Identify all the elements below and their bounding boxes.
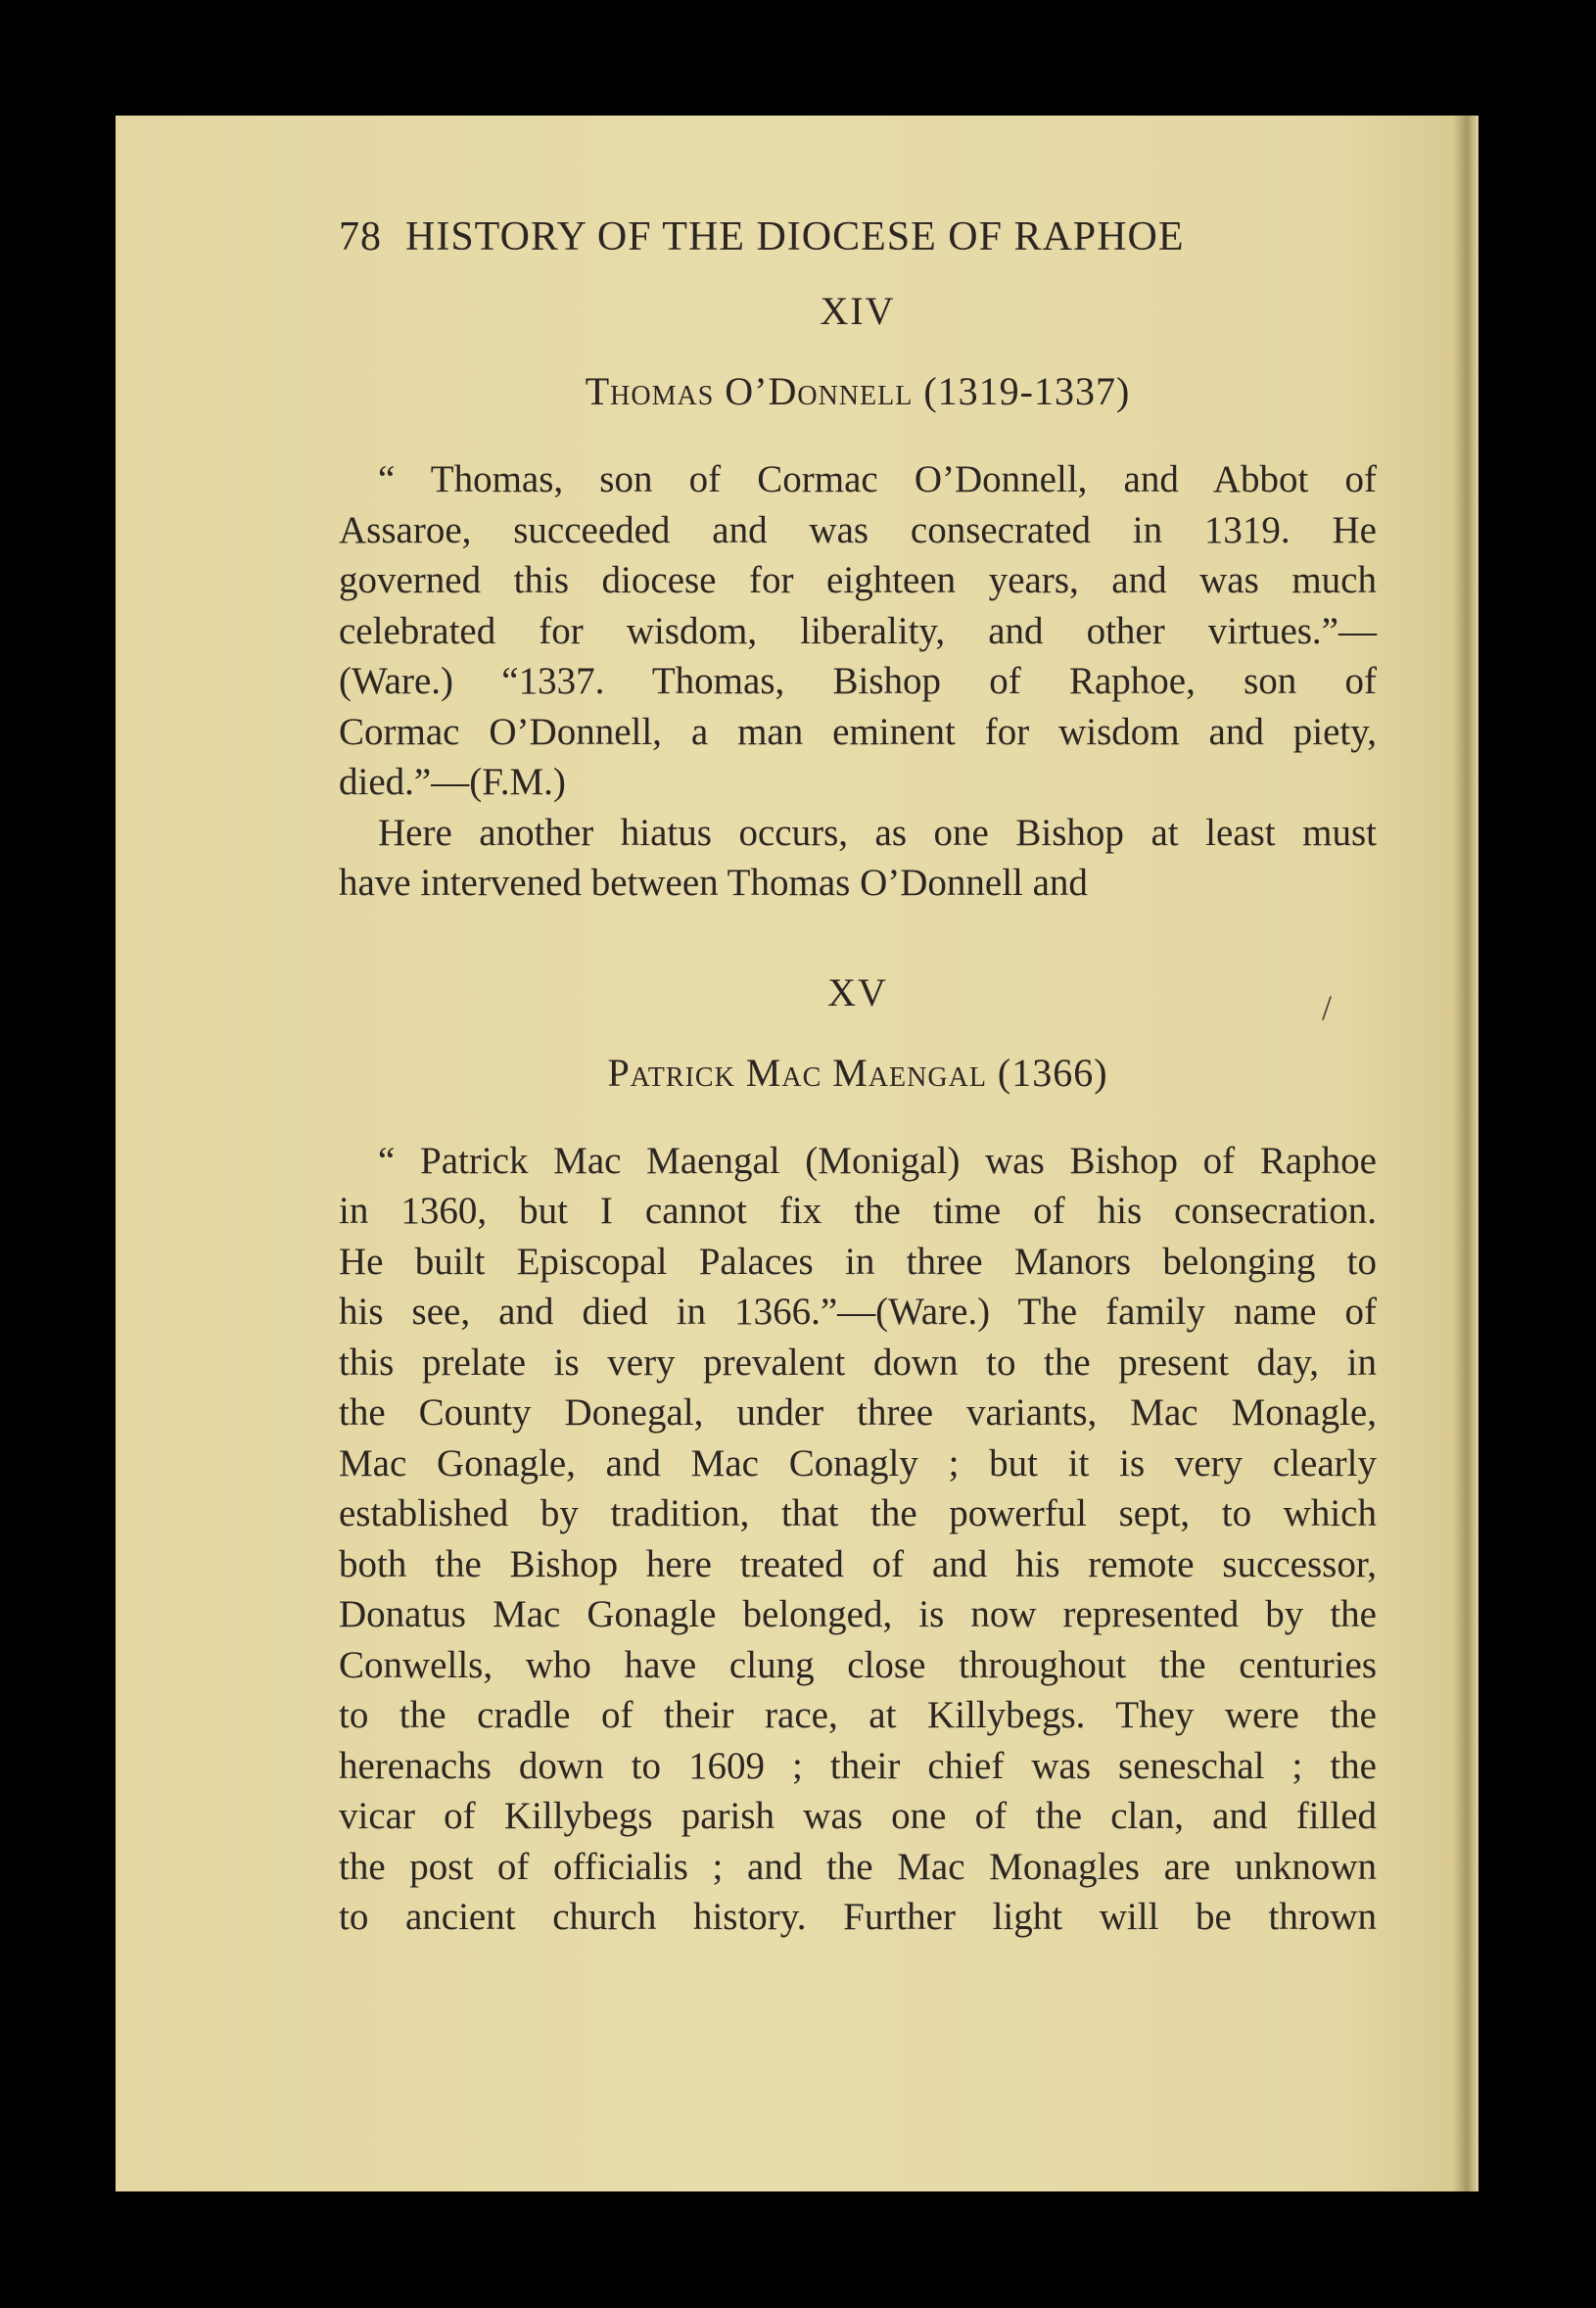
- text-line: to the cradle of their race, at Killybegs. They were the: [339, 1694, 1377, 1736]
- text-line: governed this diocese for eighteen years, and was much: [339, 559, 1377, 601]
- running-title: HISTORY OF THE DIOCESE OF RAPHOE: [405, 214, 1185, 259]
- section-number: XIV: [820, 289, 896, 333]
- text-line: the County Donegal, under three variants, Mac Monagle,: [339, 1391, 1377, 1434]
- book-page: [116, 116, 1479, 2191]
- paragraph: [339, 808, 1377, 909]
- paragraph: [339, 1136, 1377, 1943]
- text-line: Donatus Mac Gonagle belonged, is now represented by the: [339, 1593, 1377, 1635]
- page-number: 78: [339, 214, 382, 259]
- text-line: Assaroe, succeeded and was consecrated in 1319. He: [339, 508, 1377, 551]
- text-line: He built Episcopal Palaces in three Manors belonging to: [339, 1240, 1377, 1283]
- stray-pencil-mark: /: [1322, 988, 1333, 1027]
- text-line: herenachs down to 1609 ; their chief was seneschal ; the: [339, 1744, 1377, 1787]
- text-line: died.”—(F.M.): [339, 761, 566, 803]
- text-line: “ Thomas, son of Cormac O’Donnell, and Abbot of: [378, 458, 1377, 500]
- section-heading: Patrick Mac Maengal (1366): [607, 1050, 1108, 1095]
- text-line: “ Patrick Mac Maengal (Monigal) was Bishop of Raphoe: [378, 1139, 1377, 1182]
- text-line: have intervened between Thomas O’Donnell and: [339, 862, 1088, 904]
- text-line: Here another hiatus occurs, as one Bishop at least must: [378, 811, 1377, 854]
- text-line: his see, and died in 1366.”—(Ware.) The family name of: [339, 1291, 1377, 1333]
- page-text: [339, 213, 1377, 1943]
- page-gutter-edge: [1453, 116, 1479, 2191]
- text-line: to ancient church history. Further light will be thrown: [339, 1896, 1377, 1938]
- section-heading: Thomas O’Donnell (1319-1337): [585, 369, 1131, 413]
- text-line: celebrated for wisdom, liberality, and other virtues.”—: [339, 609, 1377, 652]
- text-line: established by tradition, that the powerful sept, to which: [339, 1492, 1377, 1534]
- paragraph: [339, 454, 1377, 808]
- section-number: XV: [827, 969, 888, 1014]
- running-head: [339, 213, 1377, 260]
- text-line: Conwells, who have clung close throughout the centuries: [339, 1643, 1377, 1686]
- text-line: Mac Gonagle, and Mac Conagly ; but it is very clearly: [339, 1441, 1377, 1484]
- text-line: (Ware.) “1337. Thomas, Bishop of Raphoe, son of: [339, 660, 1377, 702]
- text-line: in 1360, but I cannot fix the time of his consecration.: [339, 1190, 1377, 1232]
- text-line: Cormac O’Donnell, a man eminent for wisdom and piety,: [339, 710, 1377, 753]
- text-line: the post of officialis ; and the Mac Monagles are unknown: [339, 1845, 1377, 1888]
- text-line: both the Bishop here treated of and his remote successor,: [339, 1542, 1377, 1585]
- text-line: vicar of Killybegs parish was one of the clan, and filled: [339, 1795, 1377, 1837]
- text-line: this prelate is very prevalent down to the present day, in: [339, 1341, 1377, 1384]
